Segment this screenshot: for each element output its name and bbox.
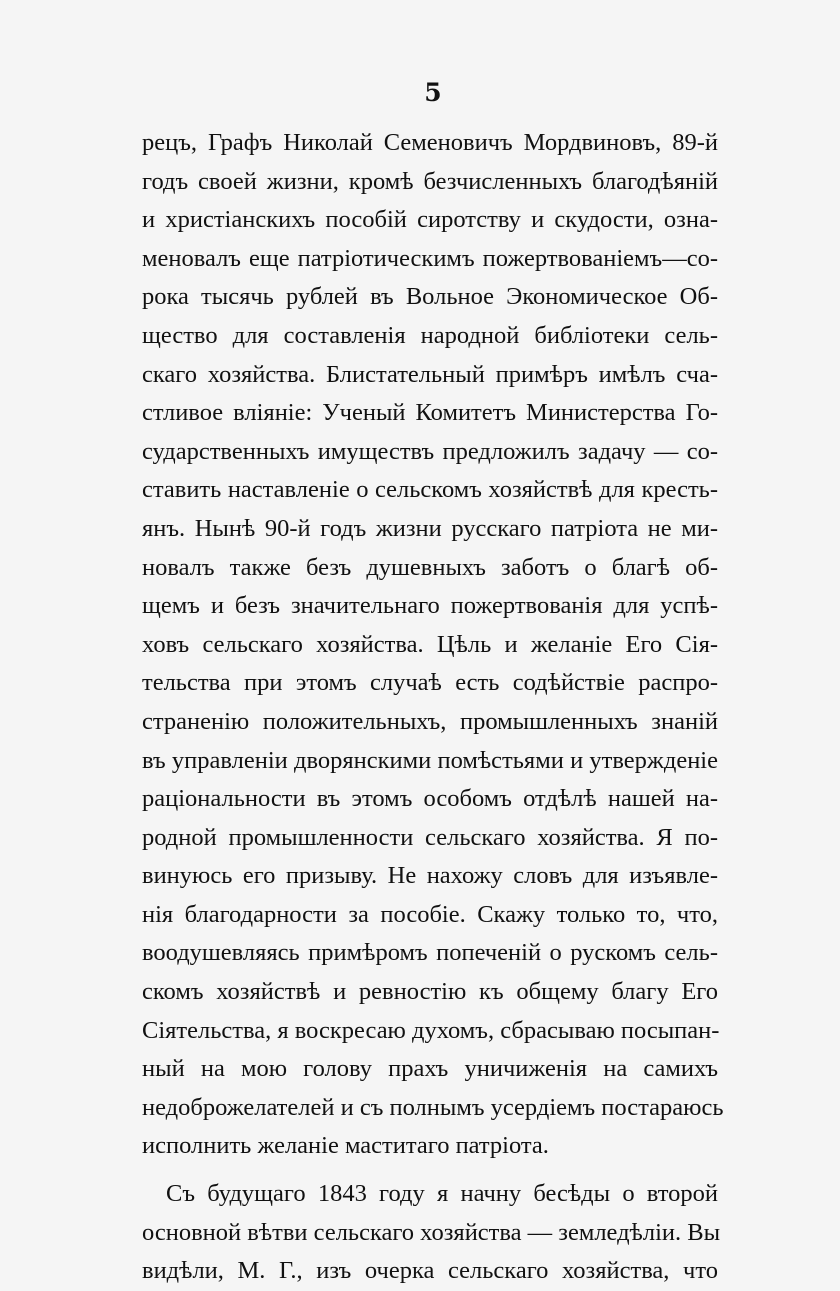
text-line: исполнить желаніе маститаго патріота. <box>142 1132 549 1160</box>
text-line: видѣли, М. Г., изъ очерка сельскаго хозяйства, что <box>142 1257 718 1285</box>
text-line: въ управленіи дворянскими помѣстьями и утвержденіе <box>142 746 718 774</box>
text-line: недоброжелателей и съ полнымъ усердіемъ постараюсь <box>142 1093 724 1121</box>
text-line: меновалъ еще патріотическимъ пожертвованіемъ—со- <box>142 244 718 272</box>
text-line: ставить наставленіе о сельскомъ хозяйствѣ для кресть- <box>142 476 718 504</box>
text-line: нія благодарности за пособіе. Скажу только то, что, <box>142 900 718 928</box>
text-line: ховъ сельскаго хозяйства. Цѣль и желаніе Его Сія- <box>142 630 718 658</box>
text-line: рецъ, Графъ Николай Семеновичъ Мордвиновъ, 89-й <box>142 129 718 156</box>
paragraph <box>142 1175 721 1291</box>
text-line: основной вѣтви сельскаго хозяйства — земледѣліи. Вы <box>142 1218 721 1246</box>
text-line: ный на мою голову прахъ уничиженія на самихъ <box>142 1055 718 1083</box>
text-line: годъ своей жизни, кромѣ безчисленныхъ благодѣяній <box>142 167 718 195</box>
text-line: раціональности въ этомъ особомъ отдѣлѣ нашей на- <box>142 785 718 813</box>
text-line: рока тысячь рублей въ Вольное Экономическое Об- <box>142 283 718 311</box>
text-line: родной промышленности сельскаго хозяйства. Я по- <box>142 823 718 851</box>
text-line: тельства при этомъ случаѣ есть содѣйствіе распро- <box>142 669 718 697</box>
text-line: Съ будущаго 1843 году я начну бесѣды о второй <box>166 1180 718 1208</box>
text-line: скомъ хозяйствѣ и ревностію къ общему благу Его <box>142 978 718 1006</box>
text-line: винуюсь его призыву. Не нахожу словъ для изъявле- <box>142 862 718 890</box>
text-line: Сіятельства, я воскресаю духомъ, сбрасываю посыпан- <box>142 1016 720 1044</box>
text-line: новалъ также безъ душевныхъ заботъ о благѣ об- <box>142 553 718 581</box>
paragraph-gap <box>142 1166 718 1175</box>
text-line: сударственныхъ имуществъ предложилъ задачу — со- <box>142 437 718 465</box>
body-text <box>142 124 724 1291</box>
text-line: страненію положительныхъ, промышленныхъ знаній <box>142 707 718 735</box>
text-line: воодушевляясь примѣромъ попеченій о рускомъ сель- <box>142 939 718 967</box>
paragraph <box>142 124 724 1166</box>
text-line: стливое вліяніе: Ученый Комитетъ Министерства Го- <box>142 399 718 427</box>
text-line: скаго хозяйства. Блистательный примѣръ имѣлъ сча- <box>142 360 718 388</box>
page-number: 5 <box>424 78 442 107</box>
text-line: щество для составленія народной библіотеки сель- <box>142 321 718 349</box>
text-line: и христіанскихъ пособій сиротству и скудости, озна- <box>142 206 718 234</box>
text-line: щемъ и безъ значительнаго пожертвованія для успѣ- <box>142 592 718 620</box>
text-line: янъ. Нынѣ 90-й годъ жизни русскаго патріота не ми- <box>142 514 718 542</box>
